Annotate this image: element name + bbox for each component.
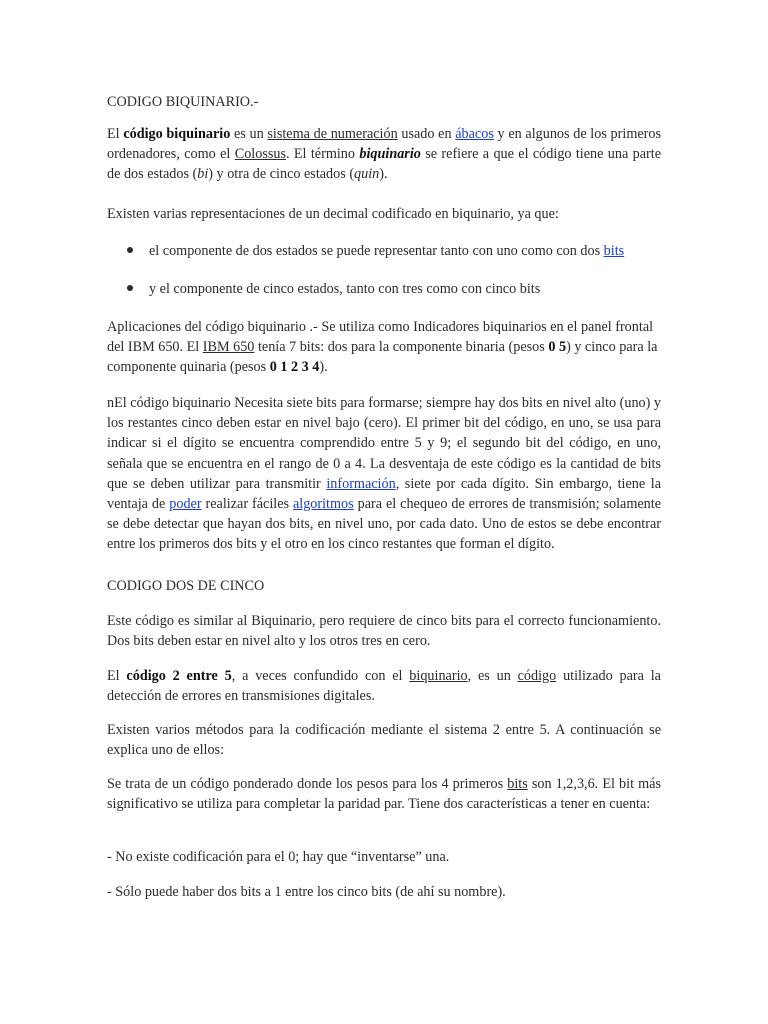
bullet-item-2: y el componente de cinco estados, tanto con tres como con cinco bits xyxy=(127,279,540,299)
underlined-biquinario: biquinario xyxy=(409,668,468,684)
underlined-colossus: Colossus xyxy=(234,146,286,163)
paragraph-codigo-ponderado: Se trata de un código ponderado donde los pesos para los 4 primeros bits son 1,2,3,6. El bit más significativo se utiliza para completar la paridad par. Tiene dos características a tener en cuenta: xyxy=(107,776,662,813)
link-algoritmos[interactable]: algoritmos xyxy=(292,496,354,513)
paragraph-aplicaciones: Aplicaciones del código biquinario .- Se utiliza como Indicadores biquinarios en el panel frontal del IBM 650. El IBM 650 tenía 7 bits: dos para la componente binaria (pesos 0 5) y cinco para la componente quinaria (pesos 0 1 2 3 4). xyxy=(107,319,658,376)
bullet-dot-icon xyxy=(127,247,133,253)
bullet-item-1: el componente de dos estados se puede representar tanto con uno como con dos bits xyxy=(127,241,624,261)
underlined-bits: bits xyxy=(507,776,528,792)
bold-term: código biquinario xyxy=(123,126,231,142)
paragraph-solo-dos-bits: - Sólo puede haber dos bits a 1 entre los cinco bits (de ahí su nombre). xyxy=(107,884,506,900)
paragraph-biquinario-intro: El código biquinario es un sistema de numeración usado en ábacos y en algunos de los primeros ordenadores, como el Colossus. El término biquinario se refiere a que el código tiene una parte de dos estados (bi) y otra de cinco estados (quin). xyxy=(107,126,661,183)
underlined-term: sistema de numeración xyxy=(267,126,398,142)
paragraph-no-existe-0: - No existe codificación para el 0; hay que “inventarse” una. xyxy=(107,849,450,865)
link-bits[interactable]: bits xyxy=(603,243,625,259)
heading-codigo-dos-de-cinco: CODIGO DOS DE CINCO xyxy=(107,578,265,594)
bullet-dot-icon xyxy=(127,285,133,291)
link-poder[interactable]: poder xyxy=(169,496,202,513)
paragraph-siete-bits: nEl código biquinario Necesita siete bits para formarse; siempre hay dos bits en nivel alto (uno) y los restantes cinco deben estar en nivel bajo (cero). El primer bit del código, en uno, se usa para indicar si el dígito se encuentra comprendido entre 5 y 9; el segundo bit del código, en uno, señala que se encuentra en el rango de 0 a 4. La desventaja de este código es la cantidad de bits que se deben utilizar para transmitir información, siete por cada dígito. Sin embargo, tiene la ventaja de poder realizar fáciles algoritmos para el chequeo de errores de transmisión; solamente se debe detectar que hayan dos bits, en nivel uno, por cada dato. Uno de estos se debe encontrar entre los primeros dos bits y el otro en los cinco restantes que forman el dígito. xyxy=(107,395,662,553)
paragraph-codigo-2-entre-5: El código 2 entre 5, a veces confundido con el biquinario, es un código utilizado para la detección de errores en transmisiones digitales. xyxy=(107,668,661,705)
paragraph-similar-biquinario: Este código es similar al Biquinario, pero requiere de cinco bits para el correcto funcionamiento. Dos bits deben estar en nivel alto y los otros tres en cero. xyxy=(107,613,661,650)
paragraph-representaciones: Existen varias representaciones de un decimal codificado en biquinario, ya que: xyxy=(107,206,559,222)
bold-italic-term: biquinario xyxy=(359,146,421,163)
underlined-codigo: código xyxy=(517,668,557,684)
underlined-ibm-650: IBM 650 xyxy=(202,339,255,356)
link-informacion[interactable]: información xyxy=(326,475,396,492)
paragraph-metodos: Existen varios métodos para la codificación mediante el sistema 2 entre 5. A continuación se explica uno de ellos: xyxy=(107,722,661,759)
link-abacos[interactable]: ábacos xyxy=(455,126,494,142)
heading-codigo-biquinario: CODIGO BIQUINARIO.- xyxy=(107,94,259,110)
